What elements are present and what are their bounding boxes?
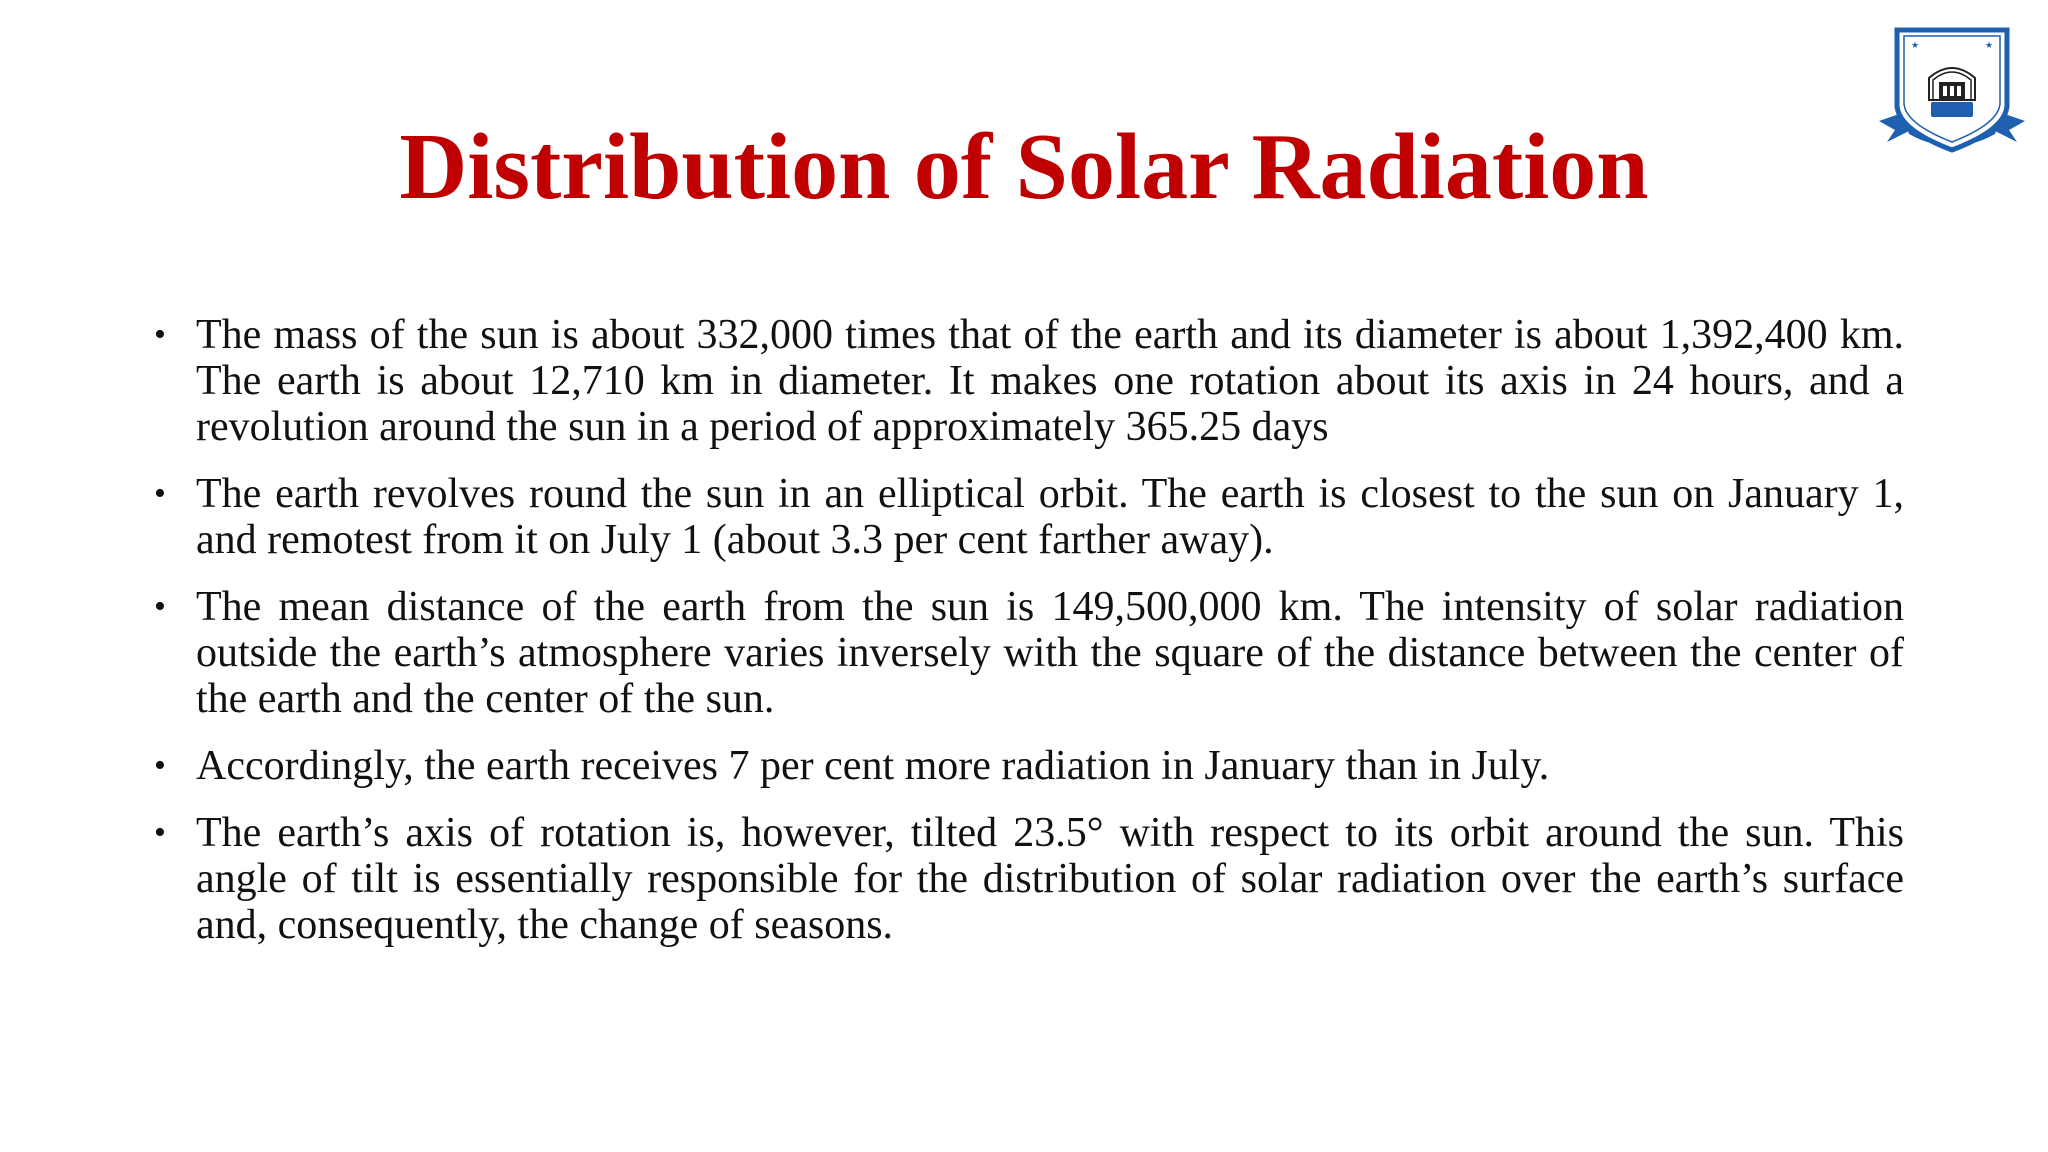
svg-text:★: ★: [1985, 41, 1994, 51]
bullet-dot-icon: •: [154, 316, 166, 353]
slide-title: Distribution of Solar Radiation: [399, 115, 1649, 219]
bullet-item: [148, 312, 1904, 450]
bullet-list: [148, 312, 1904, 969]
bullet-text: The mean distance of the earth from the sun is 149,500,000 km. The intensity of solar radiation outside the earth’s atmosphere varies inversely with the square of the distance between the center of the earth and the center of the sun.: [196, 584, 1904, 722]
bullet-dot-icon: •: [154, 588, 166, 625]
bullet-text: The earth revolves round the sun in an elliptical orbit. The earth is closest to the sun on January 1, and remotest from it on July 1 (about 3.3 per cent farther away).: [196, 471, 1904, 563]
bullet-dot-icon: •: [154, 475, 166, 512]
bullet-item: [148, 743, 1904, 789]
bullet-item: [148, 471, 1904, 563]
bullet-dot-icon: •: [154, 747, 166, 784]
bullet-text: The mass of the sun is about 332,000 times that of the earth and its diameter is about 1,392,400 km. The earth is about 12,710 km in diameter. It makes one rotation about its axis in 24 hours, and a revolution around the sun in a period of approximately 365.25 days: [196, 312, 1904, 450]
bullet-text: The earth’s axis of rotation is, however, tilted 23.5° with respect to its orbit around the sun. This angle of tilt is essentially responsible for the distribution of solar radiation over the earth’s surface and, consequently, the change of seasons.: [196, 810, 1904, 948]
bullet-text: Accordingly, the earth receives 7 per cent more radiation in January than in July.: [196, 743, 1550, 789]
svg-text:★: ★: [1911, 41, 1920, 51]
bullet-item: [148, 810, 1904, 948]
bullet-item: [148, 584, 1904, 722]
bullet-dot-icon: •: [154, 814, 166, 851]
